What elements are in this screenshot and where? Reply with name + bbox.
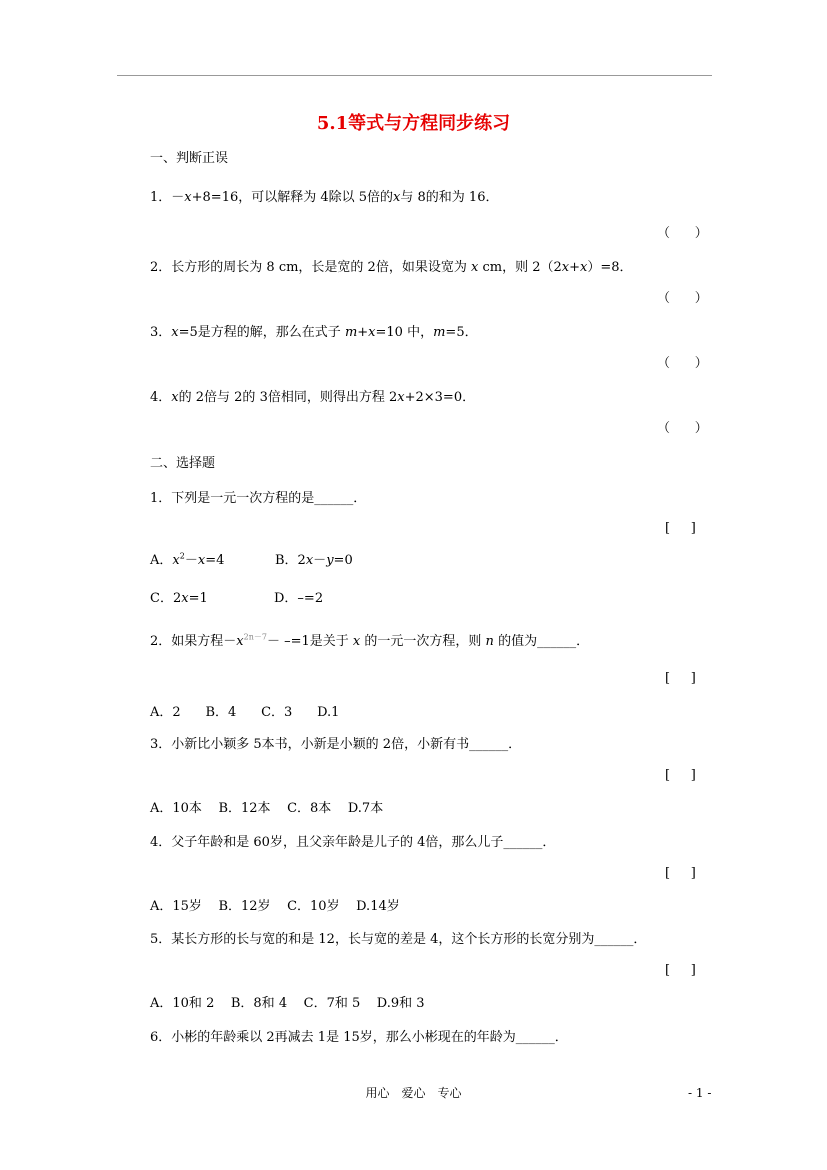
- answer-bracket-4: [ ]: [665, 866, 696, 881]
- choice-question-1: 1．下列是一元一次方程的是______．: [150, 491, 367, 506]
- choice-question-3: 3．小新比小颖多 5本书，小新是小颖的 2倍，小新有书______．: [150, 737, 522, 752]
- choice-options-5: A．10和 2 B．8和 4 C．7和 5 D.9和 3: [150, 996, 425, 1011]
- choice-question-5: 5．某长方形的长与宽的和是 12，长与宽的差是 4，这个长方形的长宽分别为______．: [150, 932, 647, 947]
- answer-bracket-5: [ ]: [665, 963, 696, 978]
- choice-question-6: 6．小彬的年龄乘以 2再减去 1是 15岁，那么小彬现在的年龄为______．: [150, 1030, 568, 1045]
- section-heading-2: 二、选择题: [150, 456, 216, 471]
- judge-question-4: 4．x的 2倍与 2的 3倍相同，则得出方程 2x+2×3=0．: [150, 390, 476, 405]
- answer-paren-3: （ ）: [657, 356, 708, 371]
- choice-question-4: 4．父子年龄和是 60岁，且父亲年龄是儿子的 4倍，那么儿子______．: [150, 835, 556, 850]
- answer-paren-1: （ ）: [657, 226, 708, 241]
- choice-options-2: A．2 B．4 C．3 D.1: [150, 705, 340, 720]
- page-footer: 用心 爱心 专心: [365, 1086, 462, 1100]
- header-rule: [117, 75, 712, 76]
- answer-bracket-3: [ ]: [665, 768, 696, 783]
- judge-question-1: 1．－x+8=16，可以解释为 4除以 5倍的x与 8的和为 16．: [150, 190, 499, 205]
- answer-paren-4: （ ）: [657, 421, 708, 436]
- answer-paren-2: （ ）: [657, 291, 708, 306]
- choice-question-2: 2．如果方程$-x^{2n-7}- -=1$是关于 x 的一元一次方程，则 n 的值为______．: [150, 632, 590, 649]
- section-heading-1: 一、判断正误: [150, 151, 229, 166]
- page-number: - 1 -: [688, 1086, 712, 1100]
- choice-options-1b: C．2x=1 D．–=2: [150, 591, 324, 606]
- answer-bracket-1: [ ]: [665, 521, 696, 536]
- page-title: 5.1等式与方程同步练习: [316, 113, 511, 134]
- choice-options-1a: A．$x^2-x=4$ B．2x－y=0: [150, 551, 353, 568]
- judge-question-3: 3．x=5是方程的解，那么在式子 m+x=10 中，m=5．: [150, 325, 478, 340]
- choice-options-3: A．10本 B．12本 C．8本 D.7本: [150, 801, 384, 816]
- answer-bracket-2: [ ]: [665, 671, 696, 686]
- choice-options-4: A．15岁 B．12岁 C．10岁 D.14岁: [150, 899, 400, 914]
- judge-question-2: 2．长方形的周长为 8 cm，长是宽的 2倍，如果设宽为 x cm，则 2（2x+x）=8．: [150, 260, 633, 275]
